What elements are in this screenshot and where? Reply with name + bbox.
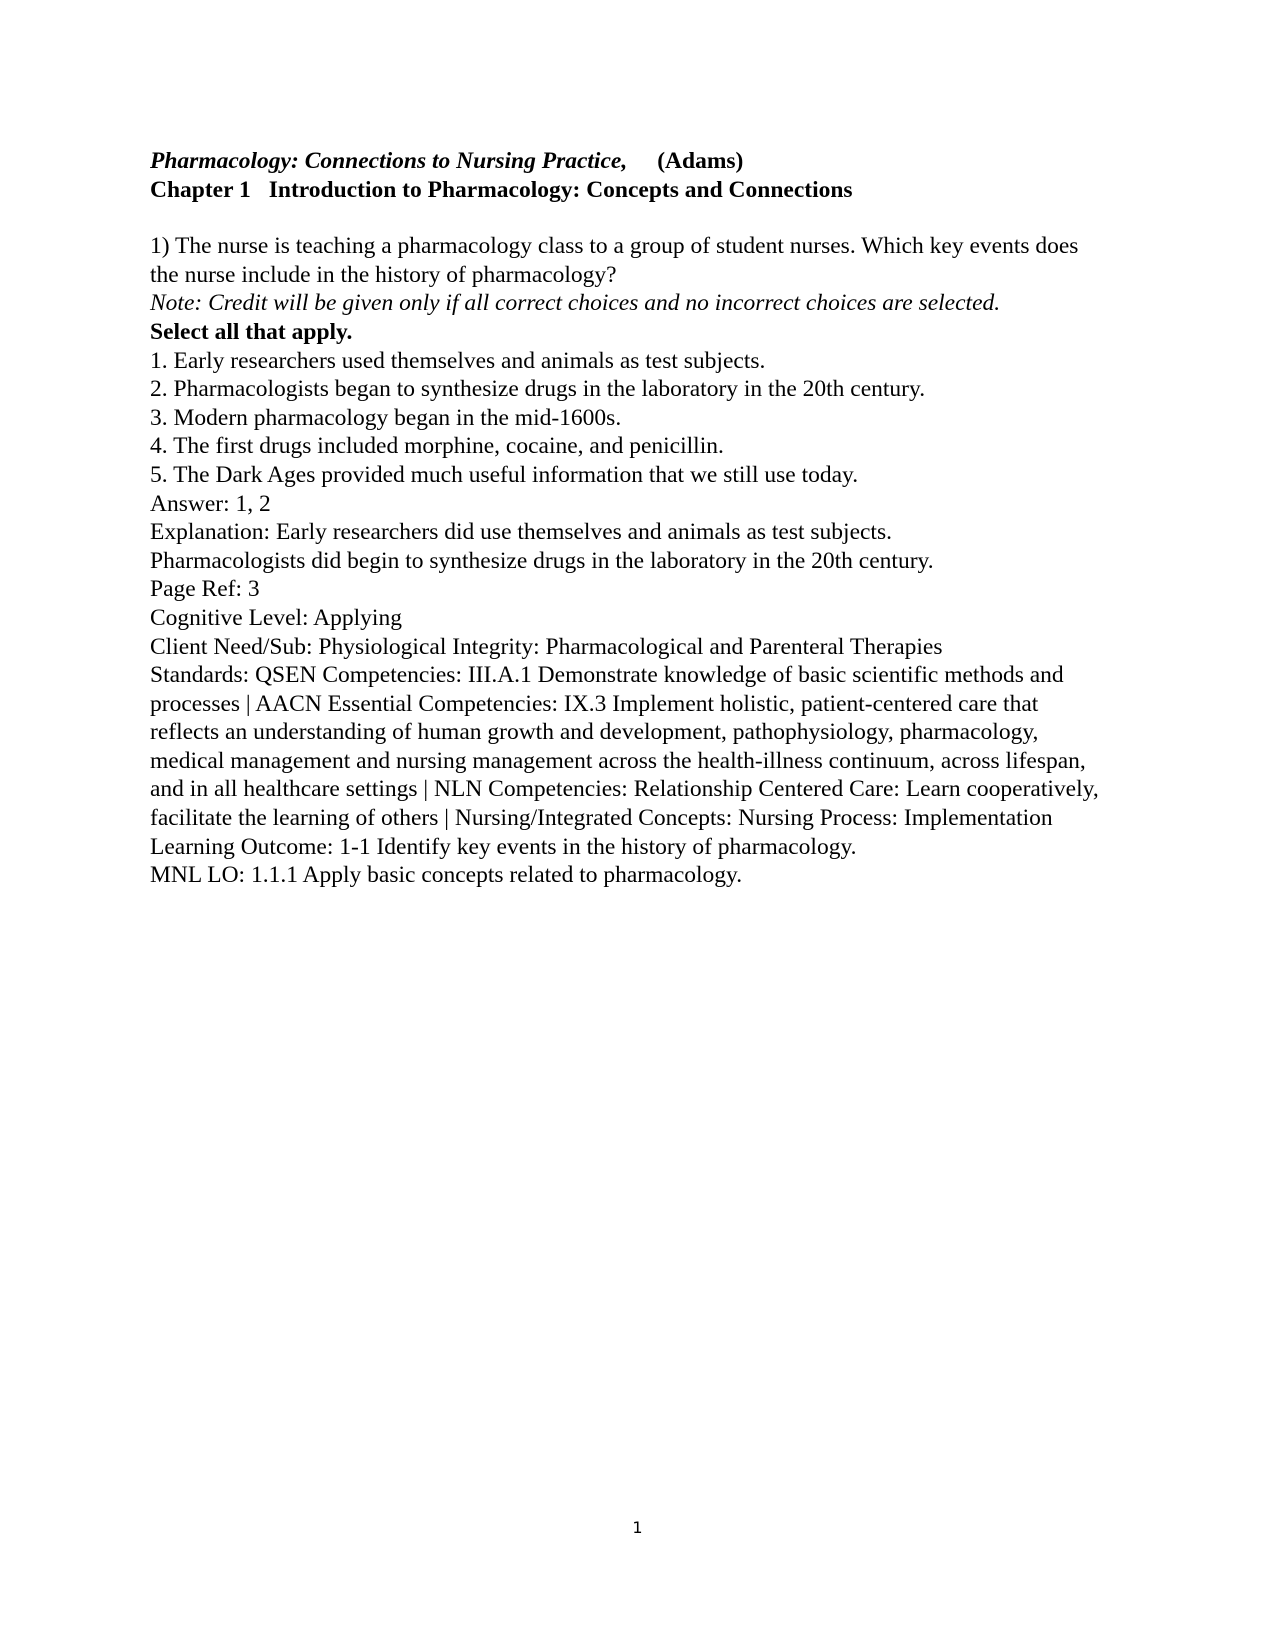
chapter-label: Chapter 1 bbox=[150, 176, 251, 203]
explanation-line-1: Explanation: Early researchers did use themselves and animals as test subjects. bbox=[150, 519, 892, 546]
mnl-lo: MNL LO: 1.1.1 Apply basic concepts related to pharmacology. bbox=[150, 862, 743, 889]
option-2: 2. Pharmacologists began to synthesize drugs in the laboratory in the 20th century. bbox=[150, 376, 926, 403]
book-title-line bbox=[150, 147, 1100, 176]
standards: Standards: QSEN Competencies: III.A.1 Demonstrate knowledge of basic scientific methods and processes | AACN Essential Competencies: IX.3 Implement holistic, patient-centered care that reflects an understanding of human growth and development, pathophysiology, pharmacology, medical management and nursing management across the health-illness continuum, across lifespan, and in all healthcare settings | NLN Competencies: Relationship Centered Care: Learn cooperatively, facilitate the learning of others | Nursing/Integrated Concepts: Nursing Process: Implementation bbox=[150, 662, 1099, 832]
book-author: (Adams) bbox=[657, 148, 744, 174]
chapter-heading bbox=[150, 176, 1100, 205]
question-note: Note: Credit will be given only if all correct choices and no incorrect choices are selected. bbox=[150, 290, 1001, 317]
book-title: Pharmacology: Connections to Nursing Practice, bbox=[150, 148, 628, 174]
cognitive-level: Cognitive Level: Applying bbox=[150, 604, 402, 631]
question-stem: 1) The nurse is teaching a pharmacology class to a group of student nurses. Which key events does the nurse include in the history of pharmacology? bbox=[150, 233, 1079, 288]
question-block bbox=[150, 232, 1100, 890]
page-number: 1 bbox=[632, 1518, 643, 1537]
option-5: 5. The Dark Ages provided much useful information that we still use today. bbox=[150, 461, 859, 488]
option-4: 4. The first drugs included morphine, cocaine, and penicillin. bbox=[150, 433, 724, 460]
option-3: 3. Modern pharmacology began in the mid-1600s. bbox=[150, 404, 622, 431]
answer: Answer: 1, 2 bbox=[150, 490, 271, 517]
question-instruction: Select all that apply. bbox=[150, 318, 353, 345]
page-ref: Page Ref: 3 bbox=[150, 576, 260, 603]
option-1: 1. Early researchers used themselves and animals as test subjects. bbox=[150, 347, 766, 374]
explanation-line-2: Pharmacologists did begin to synthesize drugs in the laboratory in the 20th century. bbox=[150, 547, 934, 574]
chapter-title: Introduction to Pharmacology: Concepts and Connections bbox=[268, 176, 853, 203]
learning-outcome: Learning Outcome: 1-1 Identify key events in the history of pharmacology. bbox=[150, 833, 857, 860]
client-need: Client Need/Sub: Physiological Integrity: Pharmacological and Parenteral Therapies bbox=[150, 633, 943, 660]
document-page bbox=[150, 147, 1100, 890]
options-list bbox=[150, 347, 1100, 490]
